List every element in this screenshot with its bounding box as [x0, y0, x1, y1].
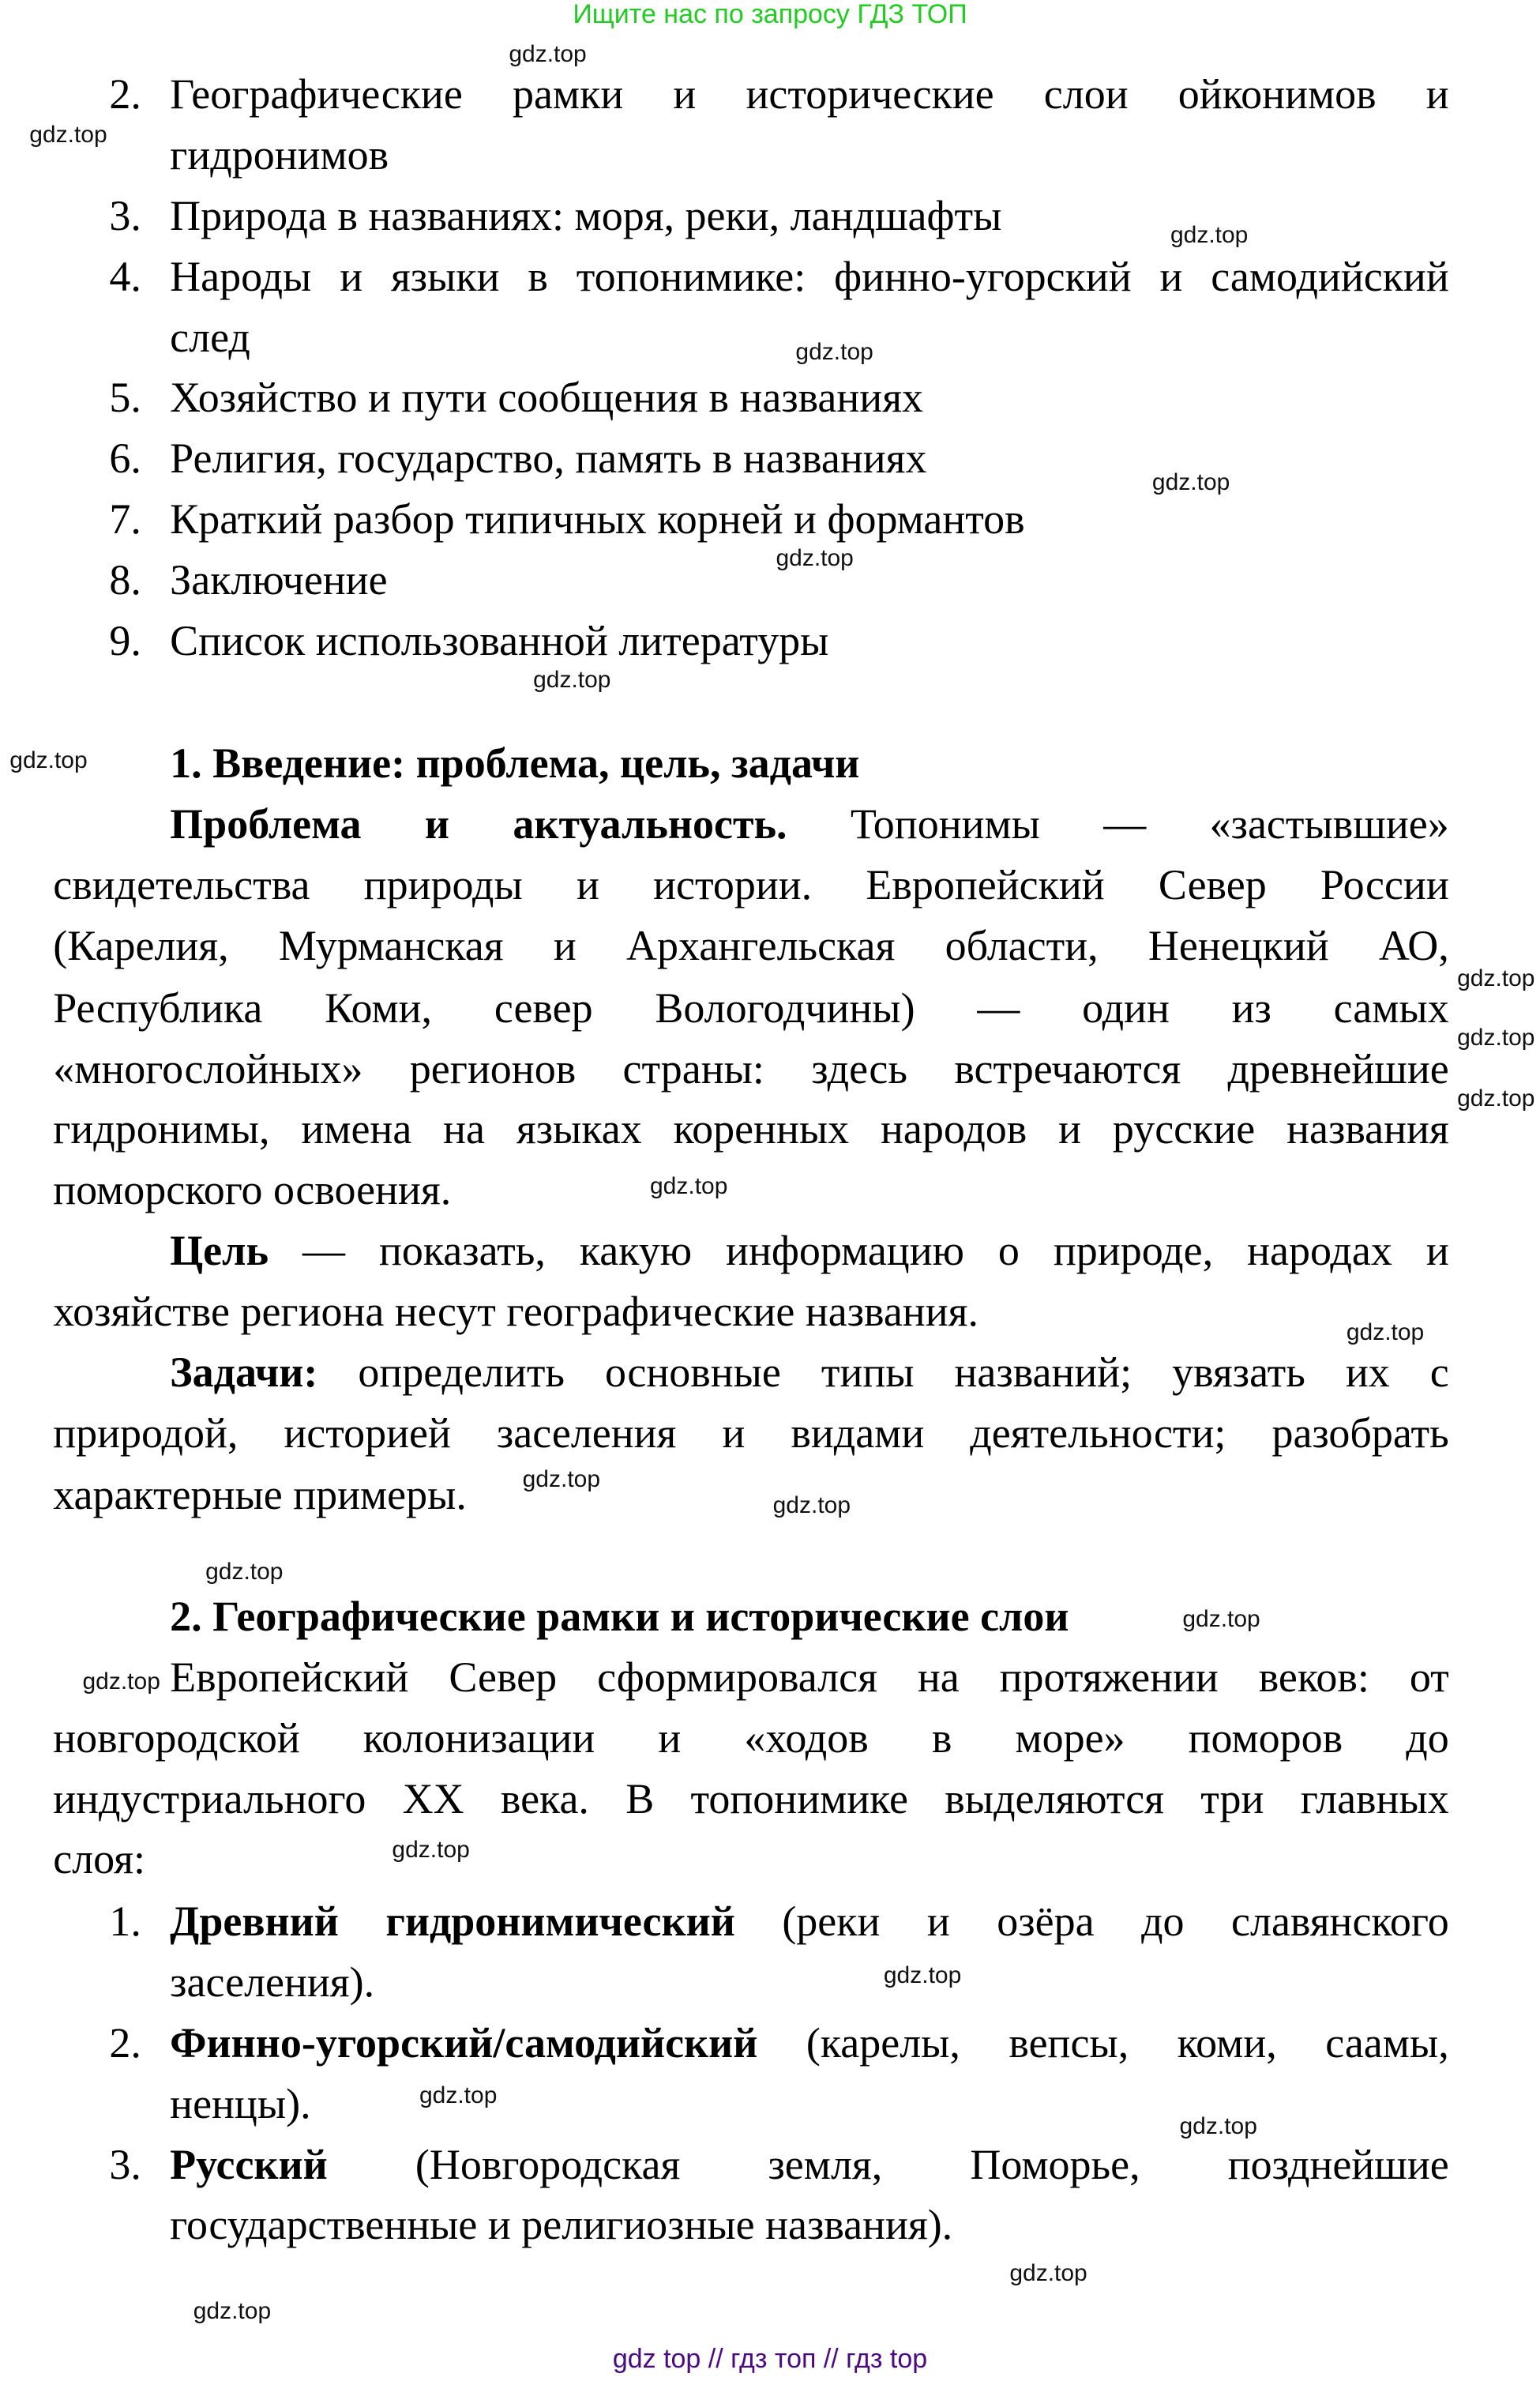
watermark-text: gdz.top	[82, 1668, 160, 1695]
list-number: 8.	[109, 555, 141, 604]
text: слоя:	[53, 1835, 145, 1883]
bold-text: Древний гидронимический	[170, 1898, 735, 1946]
text: заселения).	[170, 1958, 375, 2007]
text: (Карелия, Мурманская и Архангельская области, Ненецкий АО,	[53, 921, 1449, 969]
text-line	[170, 313, 250, 362]
list-number: 2.	[109, 2018, 141, 2067]
text-line	[170, 2079, 310, 2128]
text-line	[53, 1104, 1448, 1153]
text-line	[170, 434, 926, 483]
text-line	[53, 1165, 451, 1214]
text-line	[53, 1409, 1448, 1458]
watermark-text: gdz.top	[533, 666, 611, 693]
watermark-text: gdz.top	[193, 2297, 272, 2324]
text: индустриального XX века. В топонимике выделяются три главных	[53, 1774, 1449, 1822]
text-line	[170, 191, 1001, 240]
list-number: 5.	[109, 374, 141, 422]
text: Природа в названиях: моря, реки, ландшафты	[170, 191, 1002, 239]
watermark-text: gdz.top	[1346, 1318, 1425, 1345]
watermark-text: gdz.top	[9, 747, 88, 773]
text-line	[170, 616, 828, 665]
watermark-text: gdz.top	[776, 544, 854, 571]
watermark-text: gdz.top	[795, 338, 873, 365]
text-line	[170, 373, 923, 422]
watermark-text: gdz.top	[522, 1466, 601, 1493]
text: гидронимы, имена на языках коренных народов и русские названия	[53, 1105, 1449, 1153]
watermark-text: gdz.top	[1457, 965, 1535, 992]
text: поморского освоения.	[53, 1166, 452, 1214]
text: Список использованной литературы	[170, 616, 829, 664]
text-line	[53, 1713, 1448, 1762]
text-line	[53, 1287, 978, 1336]
text-line	[170, 799, 1449, 848]
list-number: 9.	[109, 616, 141, 664]
list-number: 6.	[109, 434, 141, 483]
text-line	[170, 2140, 1449, 2189]
text: Народы и языки в топонимике: финно-угорский и самодийский	[170, 252, 1449, 300]
text-line	[53, 984, 1448, 1033]
watermark-text: gdz.top	[1182, 1605, 1260, 1632]
text: ненцы).	[170, 2079, 311, 2127]
text-line	[53, 1044, 1448, 1093]
text: Республика Коми, север Вологодчины) — один из самых	[53, 984, 1449, 1032]
search-banner: Ищите нас по запросу ГДЗ ТОП	[573, 0, 967, 29]
text: характерные примеры.	[53, 1471, 467, 1519]
text: природой, историей заселения и видами деятельности; разобрать	[53, 1409, 1449, 1457]
text-line	[170, 130, 389, 179]
text-line	[53, 1470, 467, 1519]
text: «многослойных» регионов страны: здесь встречаются древнейшие	[53, 1044, 1449, 1093]
bold-text: Цель	[170, 1227, 269, 1275]
text: государственные и религиозные названия).	[170, 2201, 953, 2249]
text-line	[170, 2018, 1449, 2067]
bold-text: 1. Введение: проблема, цель, задачи	[170, 739, 860, 788]
text-line	[170, 1348, 1449, 1397]
text-line	[170, 1226, 1449, 1275]
watermark-text: gdz.top	[509, 41, 587, 68]
watermark-text: gdz.top	[1009, 2259, 1087, 2286]
text-line	[53, 921, 1448, 970]
watermark-text: gdz.top	[392, 1836, 470, 1863]
text-line	[170, 1958, 374, 2007]
list-number: 3.	[109, 191, 141, 239]
text: след	[170, 313, 250, 361]
list-number: 2.	[109, 70, 141, 118]
text-line	[53, 860, 1448, 909]
text: Европейский Север сформировался на протяжении веков: от	[170, 1653, 1449, 1701]
text-line	[53, 1834, 145, 1883]
text: (реки и озёра до славянского	[734, 1898, 1449, 1946]
watermark-text: gdz.top	[1170, 221, 1249, 248]
watermark-text: gdz.top	[1457, 1025, 1535, 1051]
footer-banner: gdz top // гдз топ // гдз top	[612, 2344, 928, 2374]
bold-text: Задачи:	[170, 1348, 318, 1396]
bold-text: Проблема и актуальность.	[170, 800, 787, 848]
text: — показать, какую информацию о природе, народах и	[269, 1227, 1449, 1275]
text: Заключение	[170, 555, 388, 604]
bold-text: Финно-угорский/самодийский	[170, 2018, 758, 2067]
watermark-text: gdz.top	[772, 1491, 851, 1518]
text: (карелы, вепсы, коми, саамы,	[757, 2018, 1449, 2067]
text: определить основные типы названий; увязать их с	[317, 1348, 1449, 1396]
text-line	[170, 1897, 1449, 1946]
text: гидронимов	[170, 130, 389, 179]
text: хозяйстве региона несут географические названия.	[53, 1287, 978, 1335]
text: Хозяйство и пути сообщения в названиях	[170, 374, 924, 422]
bold-text: 2. Географические рамки и исторические слои	[170, 1593, 1069, 1641]
text: Географические рамки и исторические слои ойконимов и	[170, 70, 1449, 118]
text-line	[53, 1774, 1448, 1823]
watermark-text: gdz.top	[1457, 1085, 1535, 1112]
watermark-text: gdz.top	[649, 1173, 728, 1200]
section-heading	[170, 739, 859, 788]
text-line	[170, 1653, 1449, 1702]
text: Топонимы — «застывшие»	[787, 800, 1449, 848]
watermark-text: gdz.top	[29, 121, 107, 148]
watermark-text: gdz.top	[419, 2082, 498, 2109]
list-number: 4.	[109, 252, 141, 300]
list-number: 1.	[109, 1898, 141, 1946]
watermark-text: gdz.top	[1151, 468, 1230, 495]
watermark-text: gdz.top	[883, 1962, 962, 1989]
list-number: 3.	[109, 2140, 141, 2188]
text: свидетельства природы и истории. Европейский Север России	[53, 861, 1449, 909]
text: Религия, государство, память в названиях	[170, 434, 927, 483]
text-line	[170, 70, 1449, 118]
text-line	[170, 2200, 952, 2249]
bold-text: Русский	[170, 2140, 328, 2188]
text: (Новгородская земля, Поморье, позднейшие	[327, 2140, 1449, 2188]
text-line	[170, 495, 1025, 544]
list-number: 7.	[109, 495, 141, 544]
text: новгородской колонизации и «ходов в море» поморов до	[53, 1713, 1449, 1762]
watermark-text: gdz.top	[205, 1559, 284, 1585]
section-heading	[170, 1592, 1069, 1641]
watermark-text: gdz.top	[1179, 2112, 1257, 2139]
text: Краткий разбор типичных корней и формантов	[170, 495, 1025, 544]
text-line	[170, 555, 387, 604]
text-line	[170, 252, 1449, 301]
